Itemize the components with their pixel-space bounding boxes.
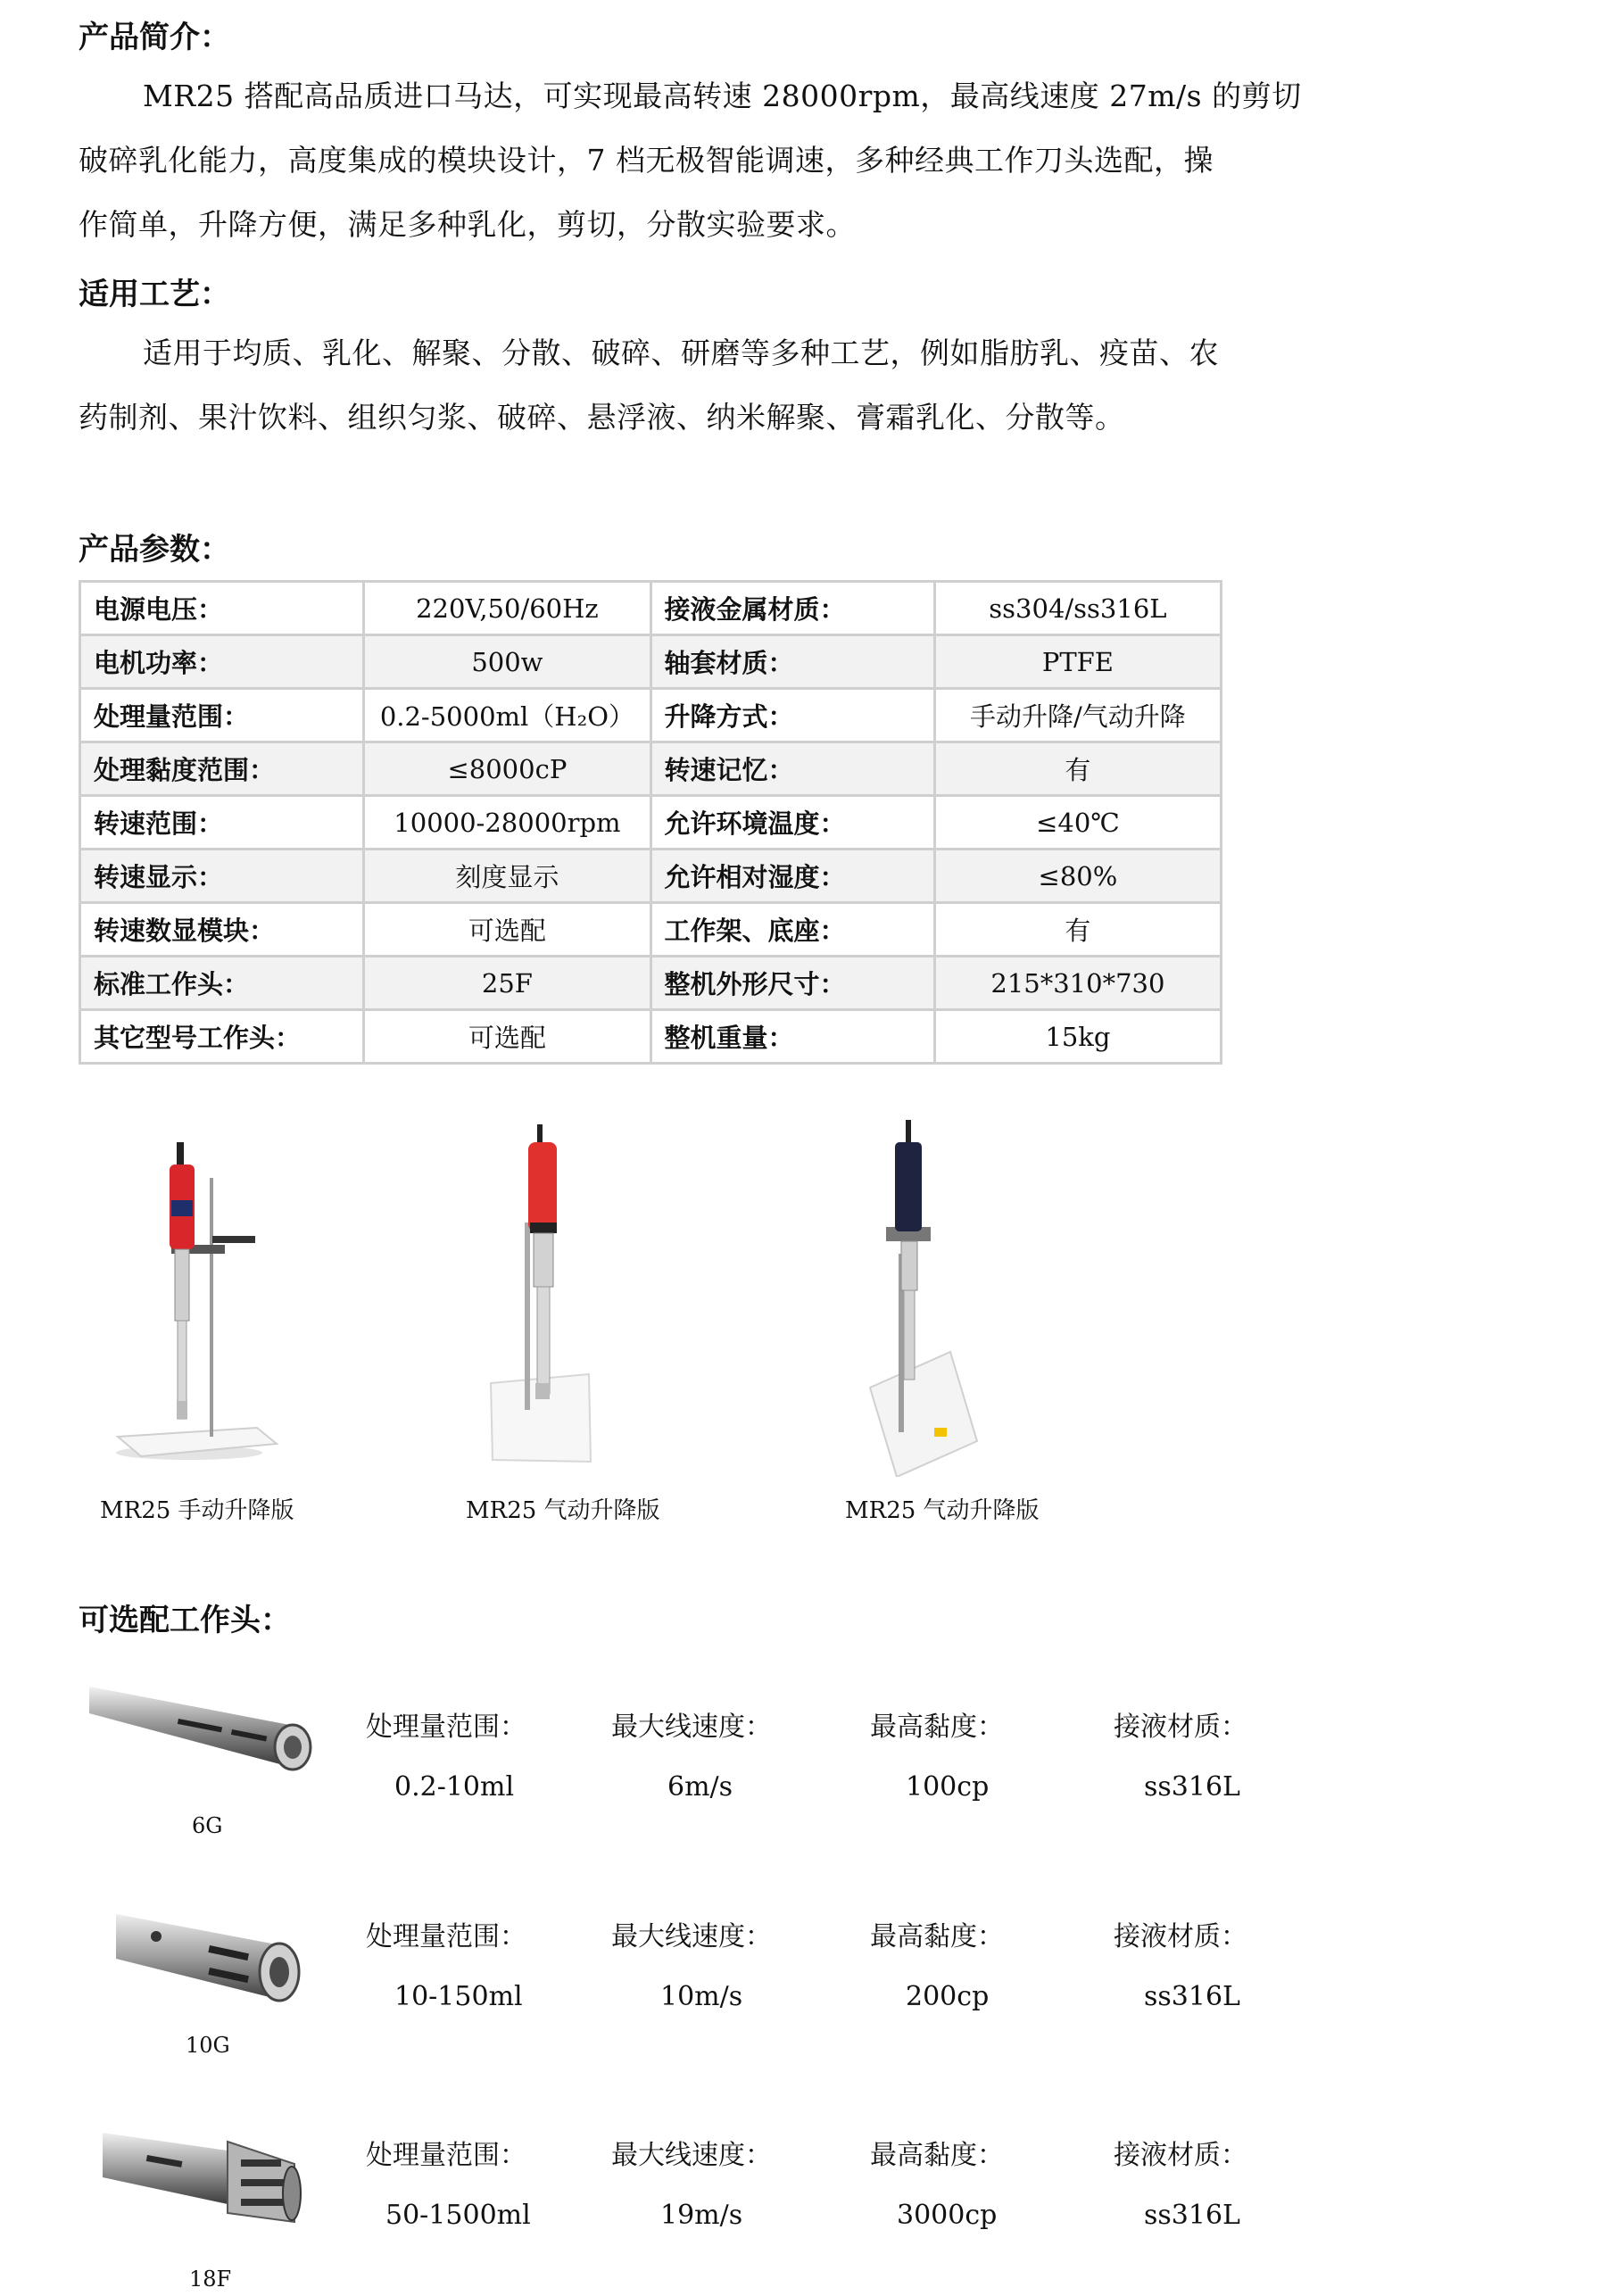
spec-value: ≤8000cP [364, 742, 650, 796]
spec-key: 电机功率： [80, 635, 364, 689]
head-10g-name: 10G [186, 2033, 230, 2058]
spec-key: 整机重量： [650, 1010, 934, 1064]
model-caption-pneumatic-1: MR25 气动升降版 [466, 1497, 660, 1524]
intro-line-3: 作简单，升降方便，满足多种乳化，剪切，分散实验要求。 [79, 207, 856, 242]
spec-row [80, 903, 1222, 957]
head-spec-value: 19m/s [660, 2200, 743, 2231]
spec-key: 升降方式： [650, 689, 934, 742]
spec-value: 有 [934, 903, 1221, 957]
spec-key: 转速记忆： [650, 742, 934, 796]
spec-key: 转速范围： [80, 796, 364, 850]
head-spec-label: 最高黏度： [870, 2140, 1004, 2171]
process-line-1: 适用于均质、乳化、解聚、分散、破碎、研磨等多种工艺，例如脂肪乳、疫苗、农 [143, 336, 1219, 370]
spec-key: 允许环境温度： [650, 796, 934, 850]
head-spec-value: 6m/s [667, 1771, 733, 1803]
spec-value: 刻度显示 [364, 850, 650, 903]
spec-value: 可选配 [364, 903, 650, 957]
spec-key: 轴套材质： [650, 635, 934, 689]
spec-value: 10000-28000rpm [364, 796, 650, 850]
spec-value: ≤80% [934, 850, 1221, 903]
spec-value: 215*310*730 [934, 957, 1221, 1010]
spec-value: 500w [364, 635, 650, 689]
spec-row [80, 796, 1222, 850]
spec-value: PTFE [934, 635, 1221, 689]
head-spec-label: 最高黏度： [870, 1921, 1004, 1952]
spec-value: ss304/ss316L [934, 582, 1221, 635]
head-spec-value: ss316L [1144, 1771, 1240, 1803]
spec-key: 电源电压： [80, 582, 364, 635]
spec-key: 接液金属材质： [650, 582, 934, 635]
head-18f-name: 18F [189, 2267, 232, 2292]
head-spec-label: 最大线速度： [611, 1921, 772, 1952]
head-spec-value: 10-150ml [394, 1981, 523, 2012]
spec-key: 工作架、底座： [650, 903, 934, 957]
mr25-pneumatic-photo-red [482, 1124, 607, 1463]
spec-row [80, 635, 1222, 689]
intro-line-1: MR25 搭配高品质进口马达，可实现最高转速 28000rpm，最高线速度 27m/s 的剪切 [143, 79, 1302, 113]
spec-key: 处理黏度范围： [80, 742, 364, 796]
head-spec-label: 最大线速度： [611, 2140, 772, 2171]
spec-row [80, 689, 1222, 742]
model-caption-pneumatic-2: MR25 气动升降版 [845, 1497, 1040, 1524]
head-spec-value: 100cp [906, 1771, 990, 1803]
spec-key: 允许相对湿度： [650, 850, 934, 903]
spec-value: ≤40℃ [934, 796, 1221, 850]
spec-row [80, 850, 1222, 903]
head-spec-label: 处理量范围： [366, 2140, 526, 2171]
head-spec-value: 3000cp [897, 2200, 998, 2231]
spec-value: 有 [934, 742, 1221, 796]
intro-heading: 产品简介： [79, 20, 230, 55]
head-6g-photo [89, 1678, 317, 1794]
spec-value: 15kg [934, 1010, 1221, 1064]
head-spec-value: 10m/s [660, 1981, 743, 2012]
spec-value: 手动升降/气动升降 [934, 689, 1221, 742]
process-paragraph [79, 321, 1328, 450]
head-spec-label: 处理量范围： [366, 1712, 526, 1743]
head-spec-value: 200cp [906, 1981, 990, 2012]
head-6g-name: 6G [192, 1813, 223, 1838]
spec-row [80, 582, 1222, 635]
spec-key: 其它型号工作头： [80, 1010, 364, 1064]
head-spec-label: 接液材质： [1114, 1712, 1247, 1743]
head-spec-value: 0.2-10ml [394, 1771, 515, 1803]
params-heading: 产品参数： [79, 532, 230, 568]
head-spec-value: ss316L [1144, 1981, 1240, 2012]
spec-table [79, 580, 1222, 1065]
head-spec-label: 处理量范围： [366, 1921, 526, 1952]
head-spec-label: 最高黏度： [870, 1712, 1004, 1743]
process-line-2: 药制剂、果汁饮料、组织匀浆、破碎、悬浮液、纳米解聚、膏霜乳化、分散等。 [79, 400, 1125, 435]
model-caption-manual: MR25 手动升降版 [100, 1497, 294, 1524]
head-spec-label: 接液材质： [1114, 2140, 1247, 2171]
spec-key: 整机外形尺寸： [650, 957, 934, 1010]
spec-key: 转速数显模块： [80, 903, 364, 957]
spec-row [80, 957, 1222, 1010]
spec-key: 转速显示： [80, 850, 364, 903]
spec-value: 0.2-5000ml（H₂O） [364, 689, 650, 742]
spec-row [80, 1010, 1222, 1064]
spec-value: 25F [364, 957, 650, 1010]
mr25-pneumatic-photo-black [852, 1120, 986, 1477]
heads-heading: 可选配工作头： [79, 1603, 291, 1638]
mr25-manual-photo [107, 1133, 286, 1463]
head-spec-label: 最大线速度： [611, 1712, 772, 1743]
head-spec-value: ss316L [1144, 2200, 1240, 2231]
process-heading: 适用工艺： [79, 277, 230, 312]
spec-row [80, 742, 1222, 796]
head-spec-value: 50-1500ml [385, 2200, 531, 2231]
spec-value: 可选配 [364, 1010, 650, 1064]
head-18f-photo [94, 2115, 308, 2249]
intro-paragraph [79, 64, 1328, 257]
intro-line-2: 破碎乳化能力，高度集成的模块设计，7 档无极智能调速，多种经典工作刀头选配，操 [79, 143, 1214, 178]
spec-value: 220V,50/60Hz [364, 582, 650, 635]
head-spec-label: 接液材质： [1114, 1921, 1247, 1952]
head-10g-photo [112, 1896, 308, 2012]
spec-key: 标准工作头： [80, 957, 364, 1010]
spec-key: 处理量范围： [80, 689, 364, 742]
